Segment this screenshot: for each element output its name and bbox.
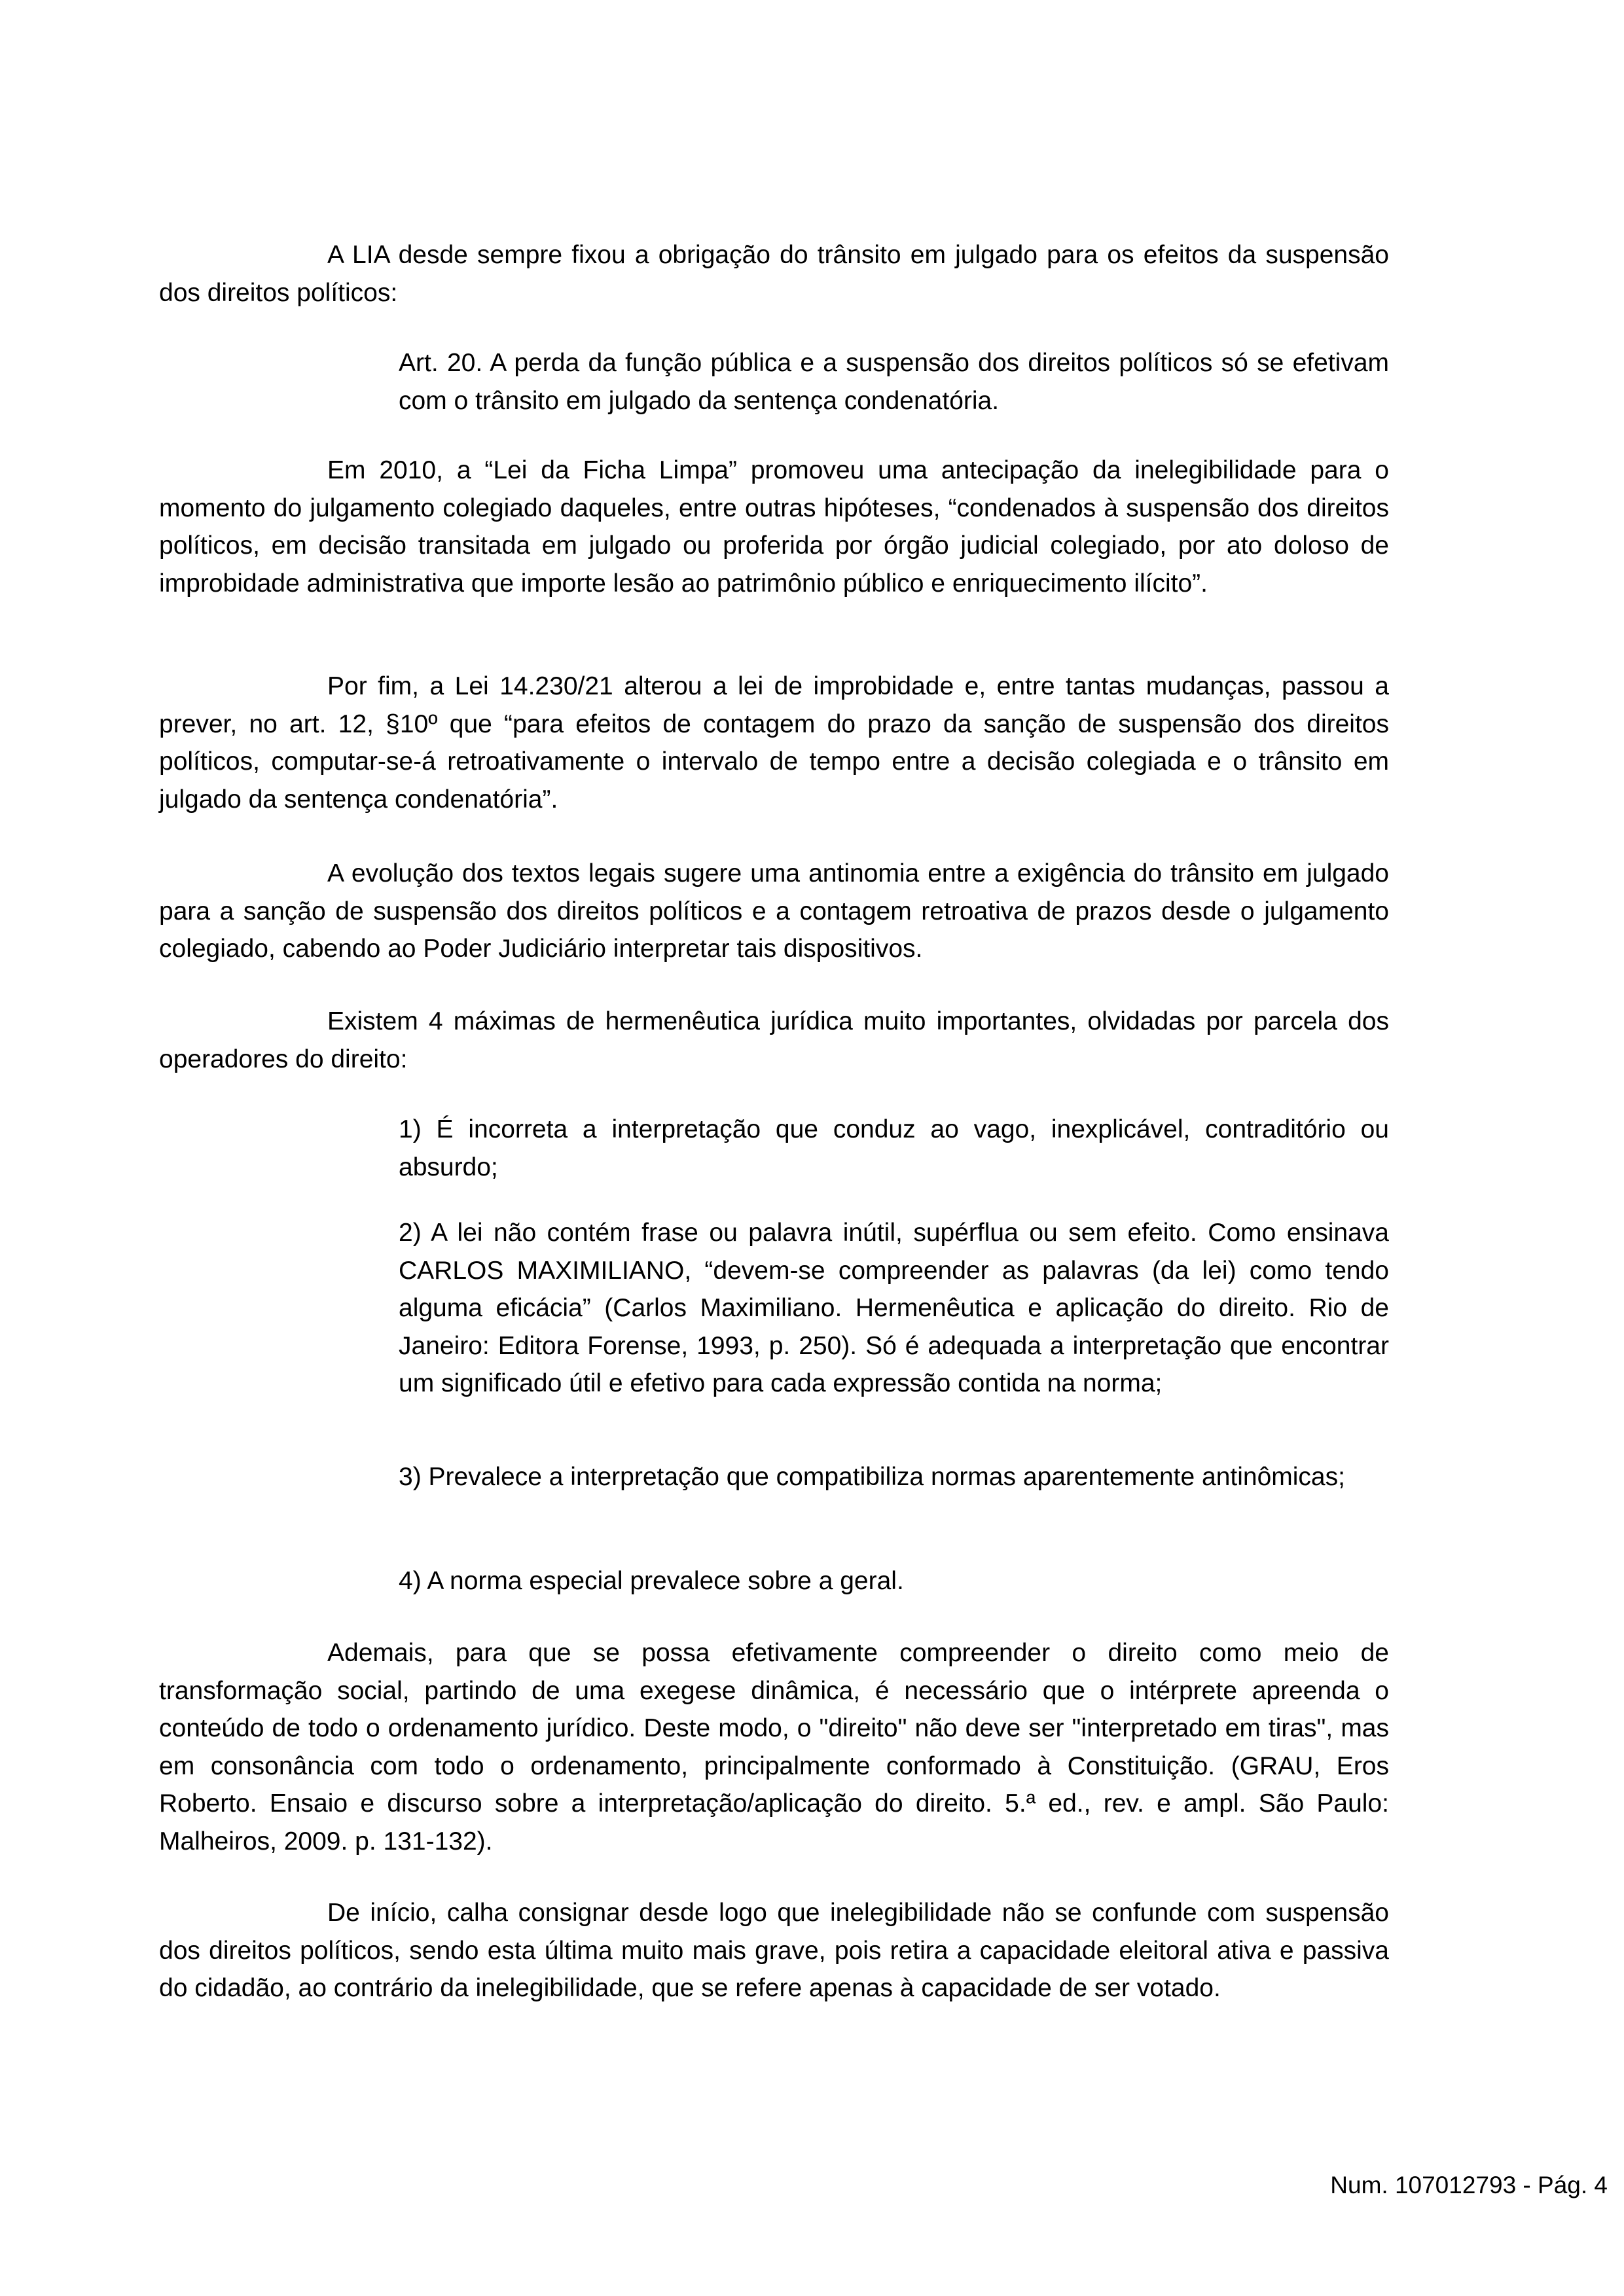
paragraph-ademais: Ademais, para que se possa efetivamente compreender o direito como meio de transformação social, partindo de uma exegese dinâmica, é necessário que o intérprete apreenda o conteúdo de todo o ordenamento jurídico. Deste modo, o "direito" não deve ser "interpretado em tiras", mas em consonância com todo o ordenamento, principalmente conformado à Constituição. (GRAU, Eros Roberto. Ensaio e discurso sobre a interpretação/aplicação do direito. 5.ª ed., rev. e ampl. São Paulo: Malheiros, 2009. p. 131-132). xyxy=(159,1639,1389,1856)
paragraph-ficha-limpa: Em 2010, a “Lei da Ficha Limpa” promoveu uma antecipação da inelegibilidade para o momento do julgamento colegiado daqueles, entre outras hipóteses, “condenados à suspensão dos direitos políticos, em decisão transitada em julgado ou proferida por órgão judicial colegiado, por ato doloso de improbidade administrativa que importe lesão ao patrimônio público e enriquecimento ilícito”. xyxy=(159,456,1389,598)
paragraph-de-inicio: De início, calha consignar desde logo que inelegibilidade não se confunde com suspensão dos direitos políticos, sendo esta última muito mais grave, pois retira a capacidade eleitoral ativa e passiva do cidadão, ao contrário da inelegibilidade, que se refere apenas à capacidade de ser votado. xyxy=(159,1899,1389,2002)
paragraph-lia: A LIA desde sempre fixou a obrigação do trânsito em julgado para os efeitos da suspensão dos direitos políticos: xyxy=(159,241,1389,307)
maxim-2: 2) A lei não contém frase ou palavra inútil, supérflua ou sem efeito. Como ensinava CARLOS MAXIMILIANO, “devem-se compreender as palavras (da lei) como tendo alguma eficácia” (Carlos Maximiliano. Hermenêutica e aplicação do direito. Rio de Janeiro: Editora Forense, 1993, p. 250). Só é adequada a interpretação que encontrar um significado útil e efetivo para cada expressão contida na norma; xyxy=(399,1219,1389,1397)
paragraph-lei-14230: Por fim, a Lei 14.230/21 alterou a lei de improbidade e, entre tantas mudanças, passou a prever, no art. 12, §10º que “para efeitos de contagem do prazo da sanção de suspensão dos direitos políticos, computar-se-á retroativamente o intervalo de tempo entre a decisão colegiada e o trânsito em julgado da sentença condenatória”. xyxy=(159,672,1389,814)
quote-art-20: Art. 20. A perda da função pública e a suspensão dos direitos políticos só se efetivam com o trânsito em julgado da sentença condenatória. xyxy=(399,349,1389,415)
maxim-4: 4) A norma especial prevalece sobre a geral. xyxy=(399,1567,904,1595)
maxim-3: 3) Prevalece a interpretação que compatibiliza normas aparentemente antinômicas; xyxy=(399,1463,1345,1491)
page-footer: Num. 107012793 - Pág. 4 xyxy=(1330,2172,1608,2198)
paragraph-antinomia: A evolução dos textos legais sugere uma antinomia entre a exigência do trânsito em julgado para a sanção de suspensão dos direitos políticos e a contagem retroativa de prazos desde o julgamento colegiado, cabendo ao Poder Judiciário interpretar tais dispositivos. xyxy=(159,859,1389,963)
maxim-1: 1) É incorreta a interpretação que conduz ao vago, inexplicável, contraditório ou absurdo; xyxy=(399,1115,1389,1181)
paragraph-maximas: Existem 4 máximas de hermenêutica jurídica muito importantes, olvidadas por parcela dos operadores do direito: xyxy=(159,1007,1389,1073)
